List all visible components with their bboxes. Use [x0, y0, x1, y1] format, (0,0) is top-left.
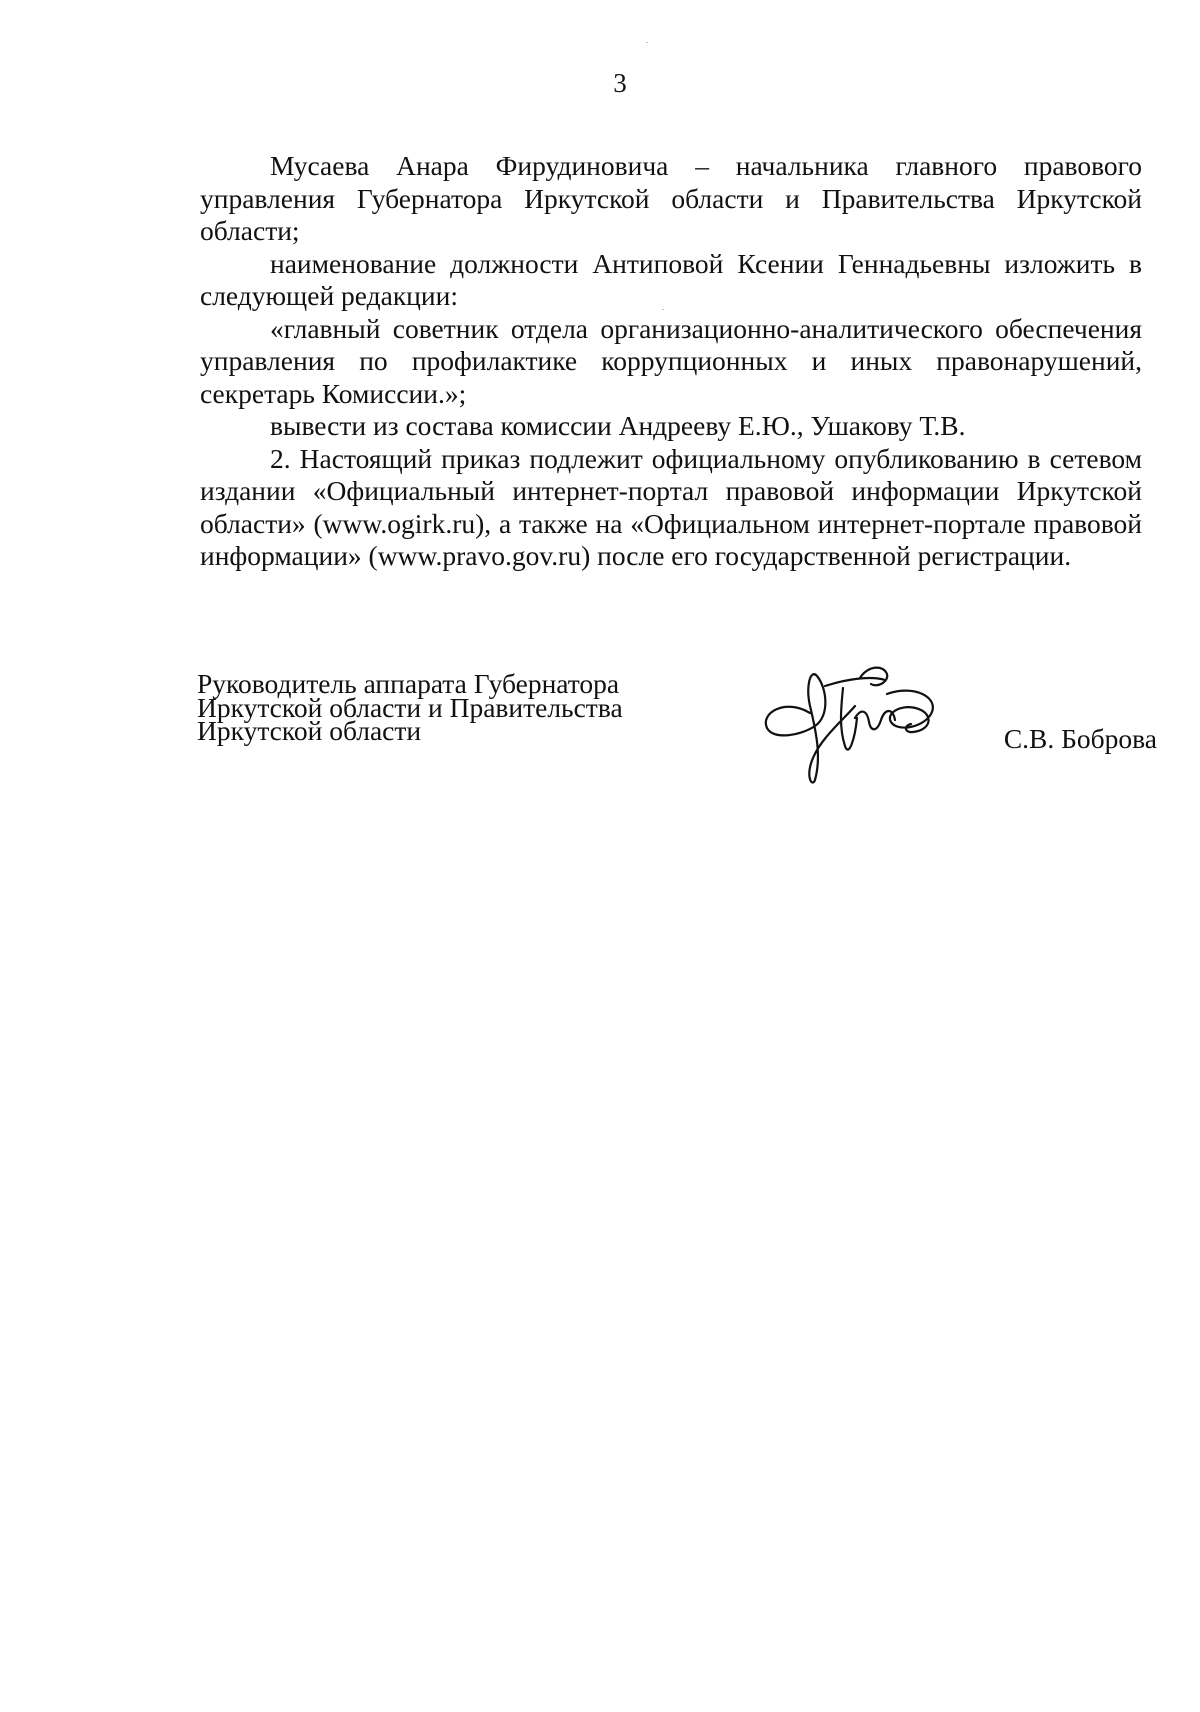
- document-body: [200, 150, 1142, 573]
- scan-artifact: [646, 42, 648, 43]
- paragraph-new-position: «главный советник отдела организационно-аналитического обеспечения управления по профилактике коррупционных и иных правонарушений, секретарь Комиссии.»;: [200, 312, 1142, 409]
- paragraph-removal: вывести из состава комиссии Андрееву Е.Ю., Ушакову Т.В.: [270, 410, 966, 441]
- handwritten-signature-icon: [755, 658, 955, 788]
- signatory-position-line: Руководитель аппарата Губернатора: [197, 668, 620, 699]
- signatory-position: [197, 668, 623, 746]
- paragraph-appointment: Мусаева Анара Фирудиновича – начальника главного правового управления Губернатора Иркутской области и Правительства Иркутской области;: [200, 150, 1142, 246]
- page-number: 3: [613, 68, 627, 98]
- signer-name: С.В. Боброва: [1003, 723, 1157, 754]
- signature-block: [197, 668, 1157, 792]
- signatory-position-line: Иркутской области: [197, 715, 422, 746]
- scan-artifact: [662, 309, 664, 310]
- paragraph-publication: 2. Настоящий приказ подлежит официальному опубликованию в сетевом издании «Официальный интернет-портал правовой информации Иркутской области» (www.ogirk.ru), а также на «Официальном интернет-портале правовой информации» (www.pravo.gov.ru) после его государственной регистрации.: [200, 442, 1142, 571]
- paragraph-position-change: наименование должности Антиповой Ксении Геннадьевны изложить в следующей редакции:: [200, 247, 1142, 311]
- signatory-position-line: Иркутской области и Правительства: [197, 691, 623, 723]
